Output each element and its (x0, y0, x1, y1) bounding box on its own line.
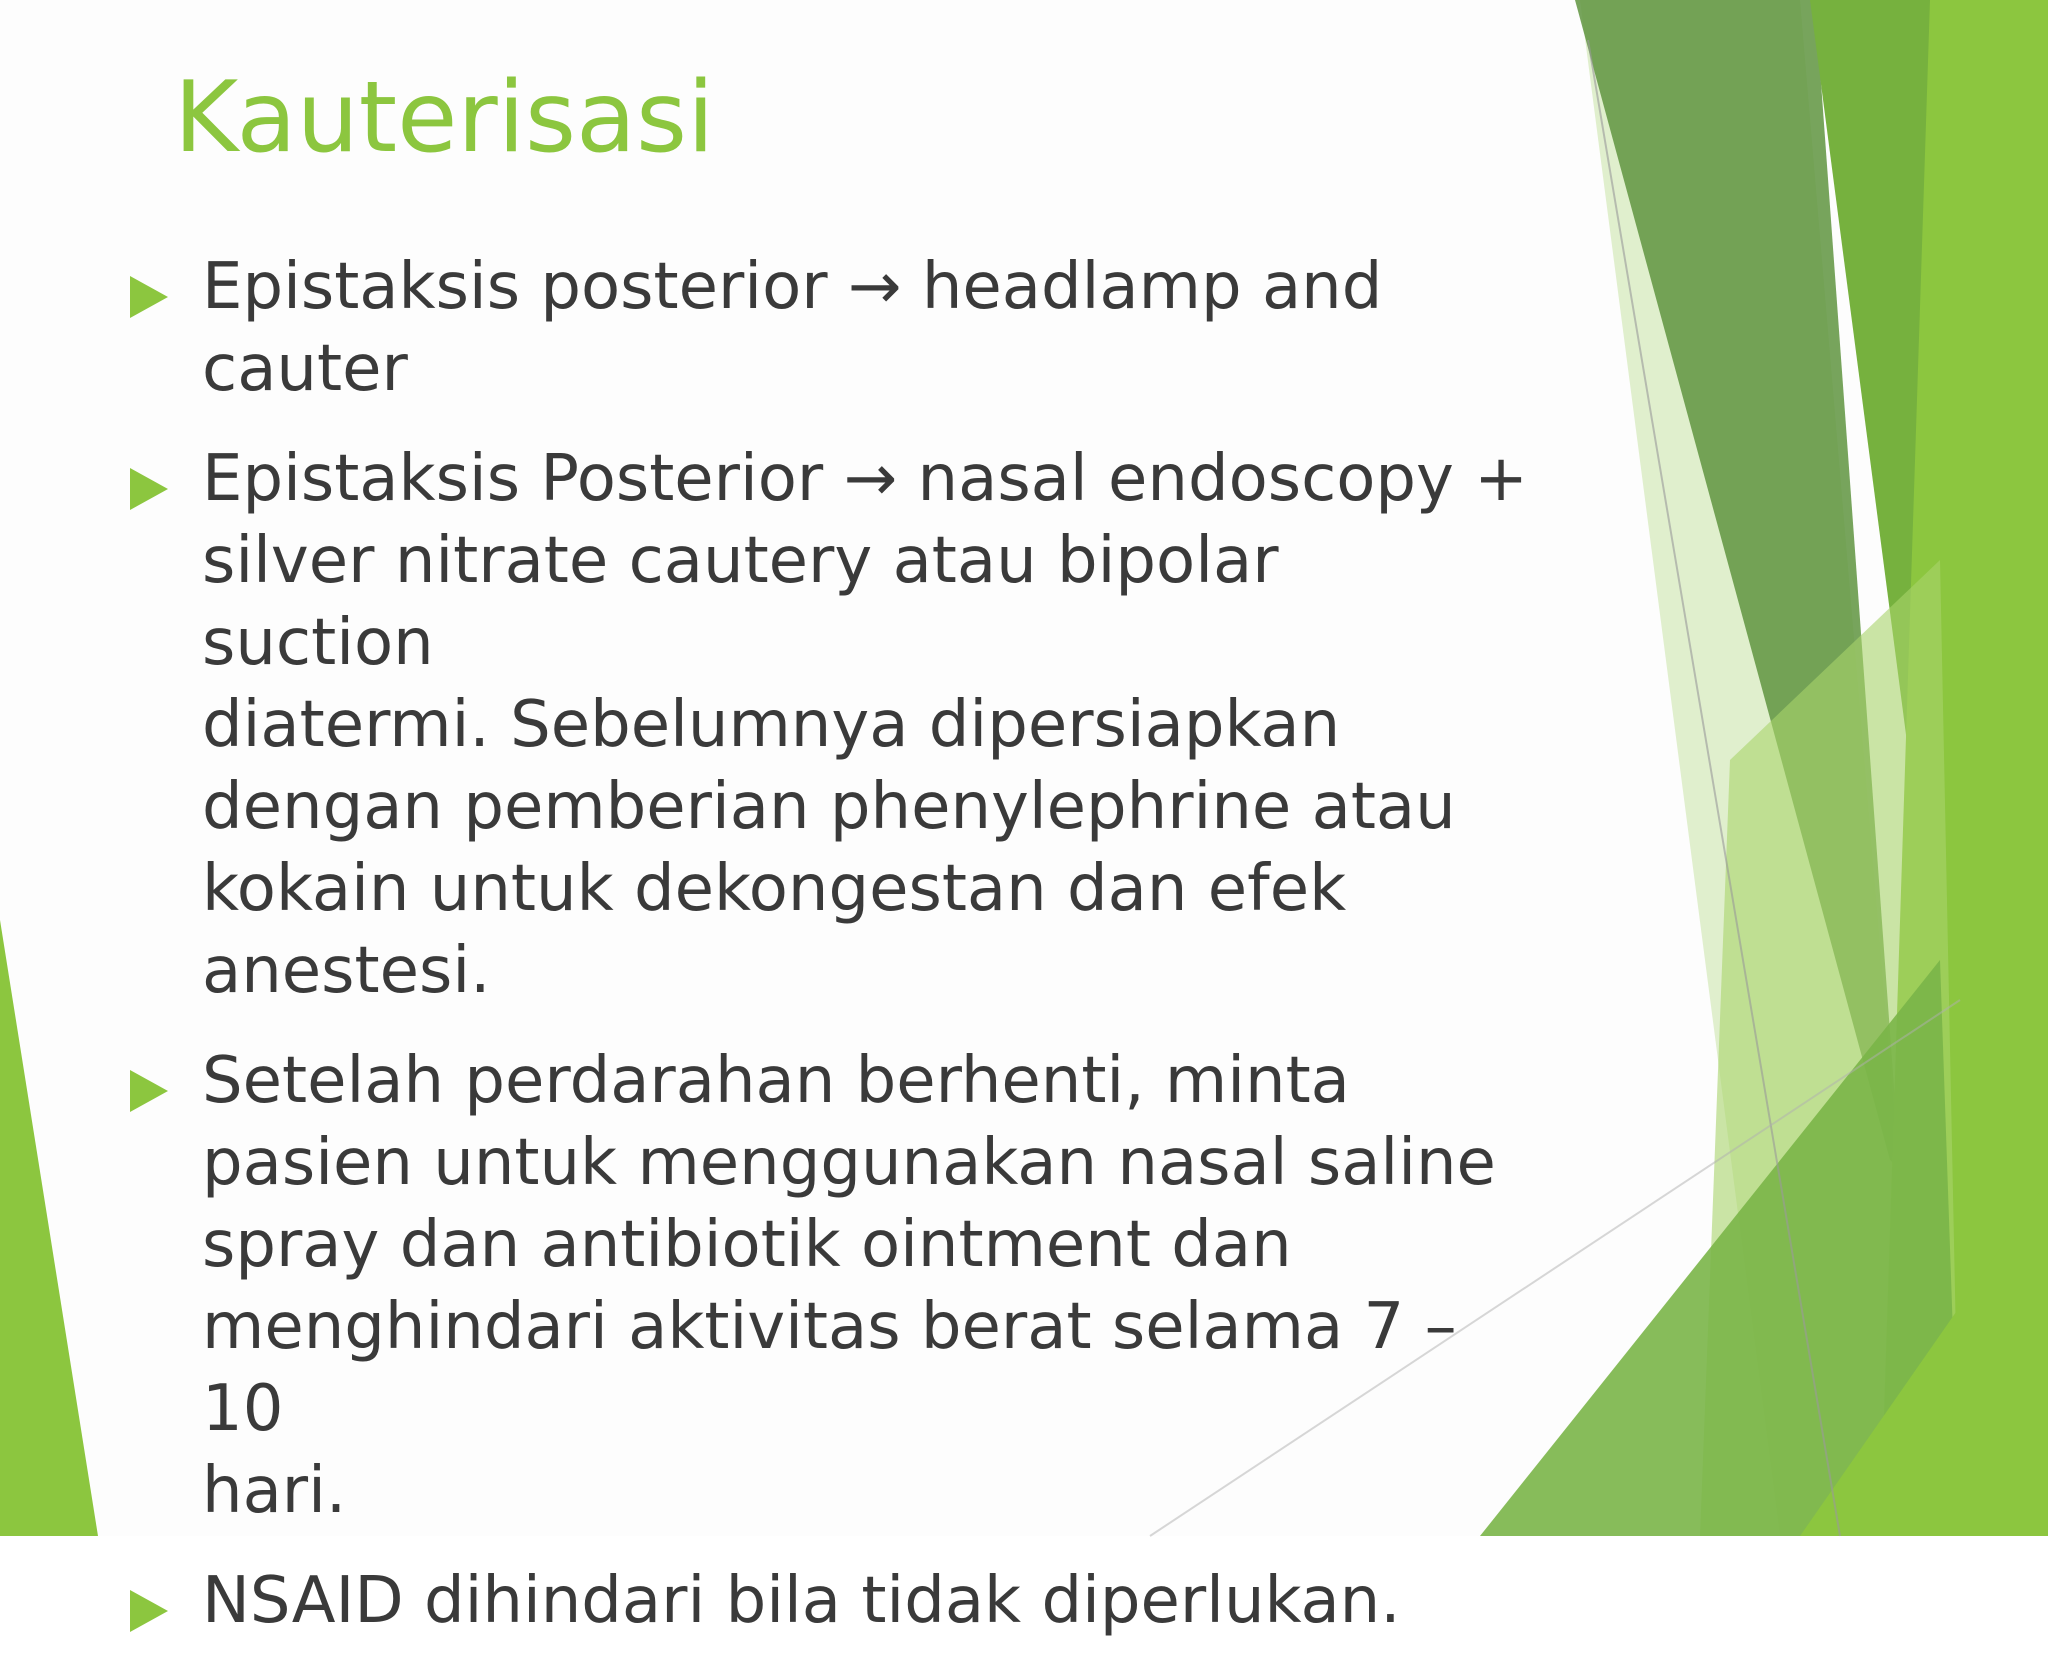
triangle-right-icon (130, 1070, 168, 1112)
triangle-right-icon (130, 1590, 168, 1632)
slide-title: Kauterisasi (174, 61, 715, 175)
bullet-item (130, 438, 1530, 1012)
triangle-right-icon (130, 276, 168, 318)
triangle-right-icon (130, 468, 168, 510)
bullet-list (130, 246, 1530, 1670)
bullet-item (130, 1560, 1530, 1642)
bullet-text: Epistaksis Posterior → nasal endoscopy + silver nitrate cautery atau bipolar suction diatermi. Sebelumnya dipersiapkan dengan pemberian phenylephrine atau kokain untuk dekongestan dan efek anestesi. (202, 442, 1528, 1008)
decor-left-sliver (0, 920, 98, 1536)
bullet-text: Setelah perdarahan berhenti, minta pasien untuk menggunakan nasal saline spray dan antibiotik ointment dan menghindari aktivitas berat selama 7 – 10 hari. (202, 1044, 1496, 1528)
bullet-item (130, 246, 1530, 410)
bullet-item (130, 1040, 1530, 1532)
bullet-text: NSAID dihindari bila tidak diperlukan. (202, 1564, 1401, 1638)
bullet-text: Epistaksis posterior → headlamp and cauter (202, 250, 1383, 406)
